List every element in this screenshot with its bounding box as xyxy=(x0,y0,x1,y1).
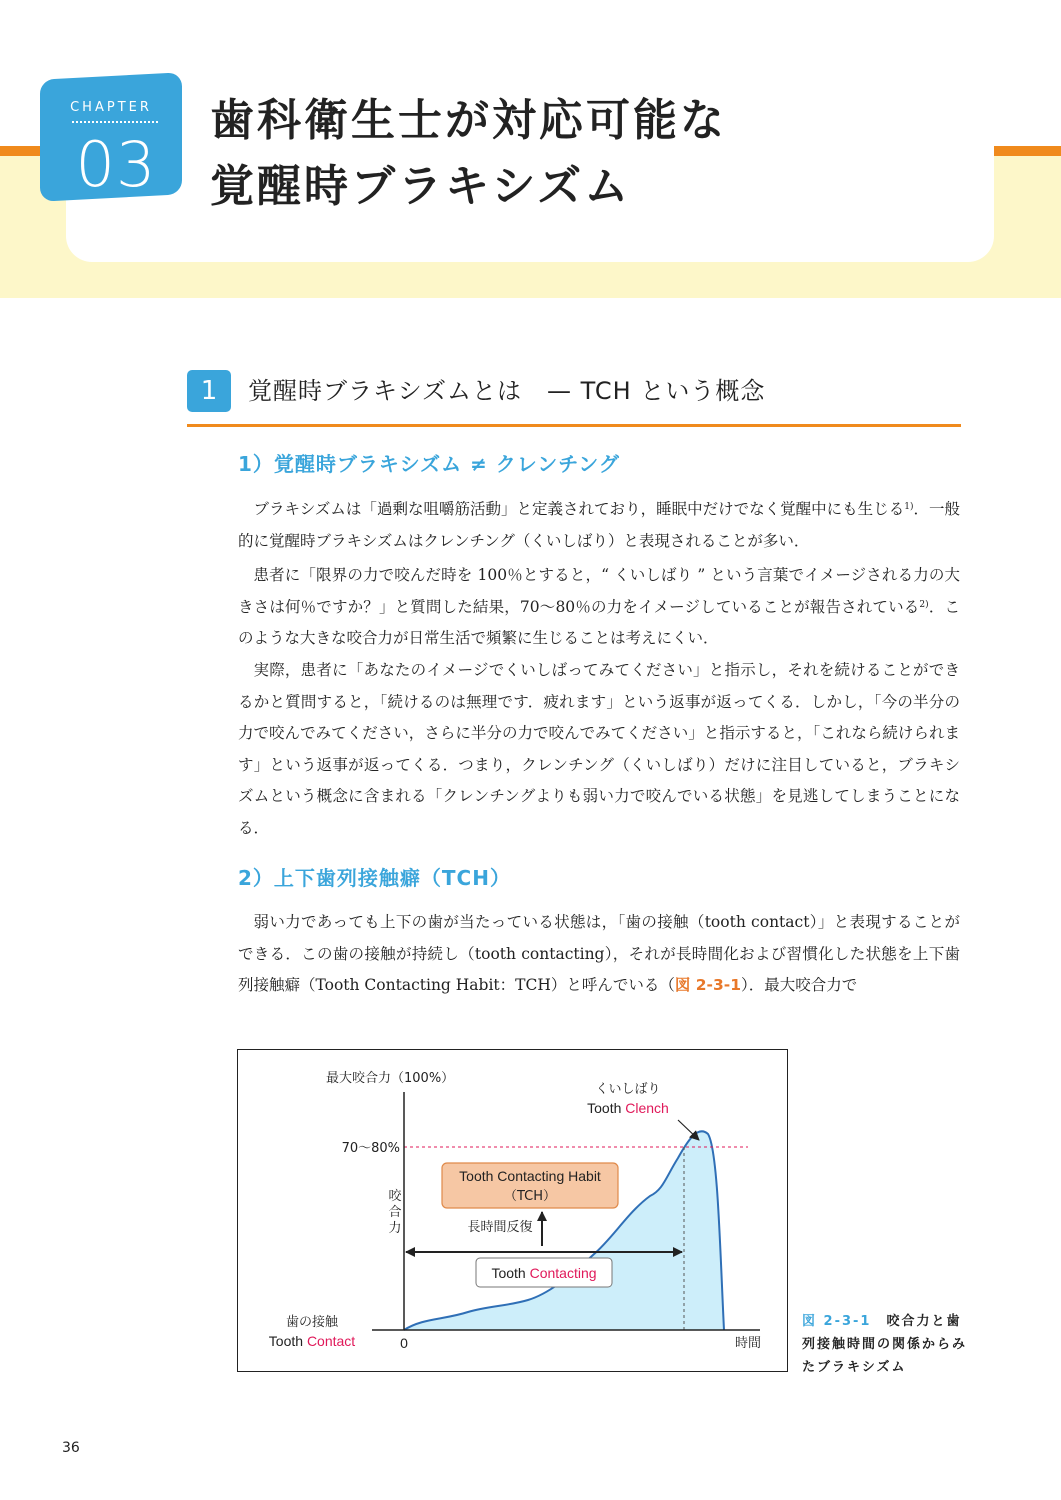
chapter-title-line2: 覚醒時ブラキシズム xyxy=(210,161,632,212)
chapter-label: CHAPTER xyxy=(70,100,152,115)
chapter-title-line1: 歯科衛生士が対応可能な xyxy=(210,95,727,146)
subsection-2-heading: 2）上下歯列接触癖（TCH） xyxy=(238,866,511,890)
figure-2-3-1 xyxy=(237,1049,788,1372)
header-accent-right xyxy=(992,146,1061,156)
paragraph-3: 実際，患者に「あなたのイメージでくいしばってみてください」と指示し，それを続けることができるかと質問すると，「続けるのは無理です．疲れます」という返事が返ってくる．しかし，「今の半分の力で咬んでみてください，さらに半分の力で咬んでみてください」と指示すると，「これなら続けられます」という返事が返ってくる．つまり，クレンチング（くいしばり）だけに注目していると，ブラキシズムという概念に含まれる「クレンチングよりも弱い力で咬んでいる状態」を見逃してしまうことになる． xyxy=(238,661,960,837)
paragraph-1-text-b: ．一般的に覚醒時ブラキシズムはクレンチング（くいしばり）と表現されることが多い． xyxy=(238,500,960,550)
section-number: 1 xyxy=(187,370,231,412)
axis-char-3: 力 xyxy=(388,1221,402,1236)
clench-arrow xyxy=(678,1120,699,1140)
chapter-number: 03 xyxy=(75,128,157,201)
clench-en-label: Tooth Clench xyxy=(587,1100,669,1116)
clench-jp-label: くいしばり xyxy=(595,1082,661,1097)
axis-char-1: 咬 xyxy=(388,1189,402,1204)
axis-char-2: 合 xyxy=(388,1205,402,1220)
tch-line1: Tooth Contacting Habit xyxy=(459,1168,601,1184)
page-number: 36 xyxy=(62,1440,80,1456)
paragraph-1-text-a: ブラキシズムは「過剰な咀嚼筋活動」と定義されており，睡眠中だけでなく覚醒中にも生じる xyxy=(253,500,905,518)
paragraph-1 xyxy=(238,494,960,557)
ymax-label: 最大咬合力（100%） xyxy=(326,1071,455,1086)
origin-label: 0 xyxy=(400,1335,408,1351)
paragraph-2 xyxy=(238,560,960,655)
tch-line2: （TCH） xyxy=(503,1189,557,1204)
subsection-1-heading: 1）覚醒時ブラキシズム ≠ クレンチング xyxy=(238,452,620,476)
paragraph-2-text-a: 患者に「限界の力で咬んだ時を 100％とすると，“ くいしばり ” という言葉でイメージされる力の大きさは何％ですか？」と質問した結果，70〜80％の力をイメージしていることが報告されている xyxy=(238,566,960,616)
figure-caption xyxy=(802,1310,972,1379)
paragraph-4-text-a: 弱い力であっても上下の歯が当たっている状態は，「歯の接触（tooth contact）」と表現することができる．この歯の接触が持続し（tooth contacting），それが長時間化および習慣化した状態を上下歯列接触癖（Tooth Contacting Habit：TCH）と呼んでいる（ xyxy=(238,913,960,994)
section-rule xyxy=(187,424,961,427)
paragraph-4-text-b: ）．最大咬合力で xyxy=(741,976,858,994)
reference-1: 1) xyxy=(904,502,914,512)
x-axis-label: 時間 xyxy=(734,1336,762,1351)
figure-diagram xyxy=(238,1050,789,1373)
contact-jp-label: 歯の接触 xyxy=(285,1315,339,1330)
figure-reference: 図 2-3-1 xyxy=(674,976,741,994)
reference-2: 2) xyxy=(919,599,929,610)
caption-text: 咬合力と歯列接触時間の関係からみたブラキシズム xyxy=(802,1314,968,1375)
repeat-label: 長時間反復 xyxy=(467,1220,533,1235)
contacting-label: Tooth Contacting xyxy=(491,1265,597,1281)
caption-id: 図 2-3-1 xyxy=(802,1314,872,1329)
paragraph-4 xyxy=(238,907,960,1002)
level-label: 70〜80% xyxy=(341,1141,400,1156)
chapter-title xyxy=(210,88,727,220)
contact-en-label: Tooth Contact xyxy=(268,1333,356,1349)
paragraph-2-text-b: ．このような大きな咬合力が日常生活で頻繁に生じることは考えにくい． xyxy=(238,597,960,647)
section-title: 覚醒時ブラキシズムとは — TCH という概念 xyxy=(248,377,766,405)
chapter-divider xyxy=(72,121,158,123)
